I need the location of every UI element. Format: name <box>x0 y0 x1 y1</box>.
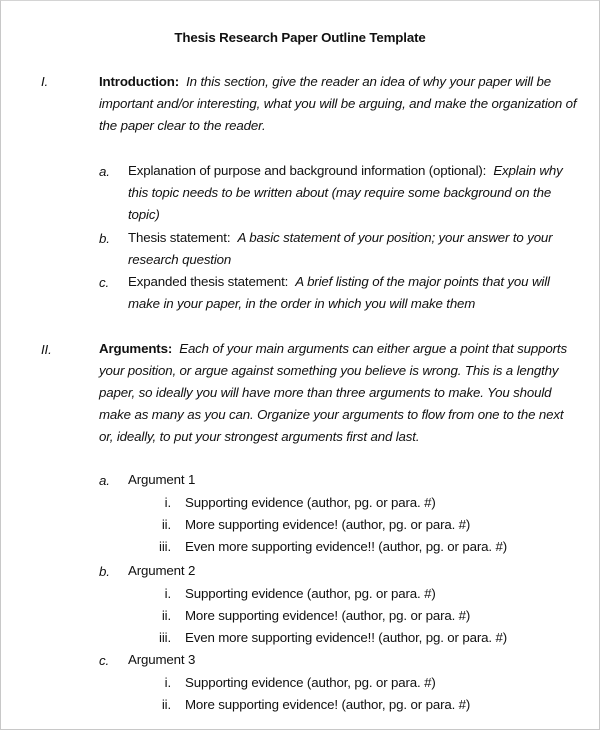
section-arguments <box>99 338 579 448</box>
item-note: A brief listing of the major points that you will make in your paper, in the order in which you will make them <box>128 274 550 311</box>
item-letter: c. <box>99 275 110 290</box>
outline-item <box>128 227 568 271</box>
evidence-numeral: iii. <box>159 630 171 645</box>
item-letter: a. <box>99 164 110 179</box>
argument-label: Argument 1 <box>128 472 196 487</box>
evidence-numeral: ii. <box>161 517 171 532</box>
section-heading: Introduction: <box>99 74 180 89</box>
evidence-numeral: ii. <box>161 697 171 712</box>
item-label: Thesis statement: <box>128 230 231 245</box>
evidence-numeral: i. <box>164 495 171 510</box>
section-heading: Arguments: <box>99 341 173 356</box>
document-title: Thesis Research Paper Outline Template <box>174 30 426 45</box>
evidence-numeral: iii. <box>159 539 171 554</box>
evidence-item: More supporting evidence! (author, pg. or para. #) <box>185 697 471 712</box>
argument-letter: c. <box>99 653 110 668</box>
item-label: Explanation of purpose and background information (optional): <box>128 163 487 178</box>
item-label: Expanded thesis statement: <box>128 274 289 289</box>
evidence-item: Supporting evidence (author, pg. or para. #) <box>185 495 436 510</box>
outline-item <box>128 160 568 226</box>
section-numeral: II. <box>41 342 52 357</box>
evidence-numeral: i. <box>164 586 171 601</box>
argument-label: Argument 3 <box>128 652 196 667</box>
evidence-item: More supporting evidence! (author, pg. or para. #) <box>185 608 471 623</box>
item-letter: b. <box>99 231 110 246</box>
item-note: A basic statement of your position; your answer to your research question <box>128 230 553 267</box>
evidence-item: Supporting evidence (author, pg. or para. #) <box>185 586 436 601</box>
evidence-item: Even more supporting evidence!! (author, pg. or para. #) <box>185 539 507 554</box>
section-introduction <box>99 71 579 137</box>
section-description: Each of your main arguments can either argue a point that supports your position, or argue against something you believe is wrong. This is a lengthy paper, so ideally you will have more than three arguments to make. You should make as many as you can. Organize your arguments to flow from one to the next or, ideally, to put your strongest arguments first and last. <box>99 341 567 444</box>
section-numeral: I. <box>41 74 49 89</box>
evidence-numeral: ii. <box>161 608 171 623</box>
outline-item <box>128 271 568 315</box>
evidence-item: Supporting evidence (author, pg. or para. #) <box>185 675 436 690</box>
argument-label: Argument 2 <box>128 563 196 578</box>
evidence-numeral: i. <box>164 675 171 690</box>
item-note: Explain why this topic needs to be written about (may require some background on the topic) <box>128 163 563 222</box>
argument-letter: a. <box>99 473 110 488</box>
evidence-item: Even more supporting evidence!! (author, pg. or para. #) <box>185 630 507 645</box>
argument-letter: b. <box>99 564 110 579</box>
section-description: In this section, give the reader an idea of why your paper will be important and/or interesting, what you will be arguing, and make the organization of the paper clear to the reader. <box>99 74 577 133</box>
evidence-item: More supporting evidence! (author, pg. or para. #) <box>185 517 471 532</box>
